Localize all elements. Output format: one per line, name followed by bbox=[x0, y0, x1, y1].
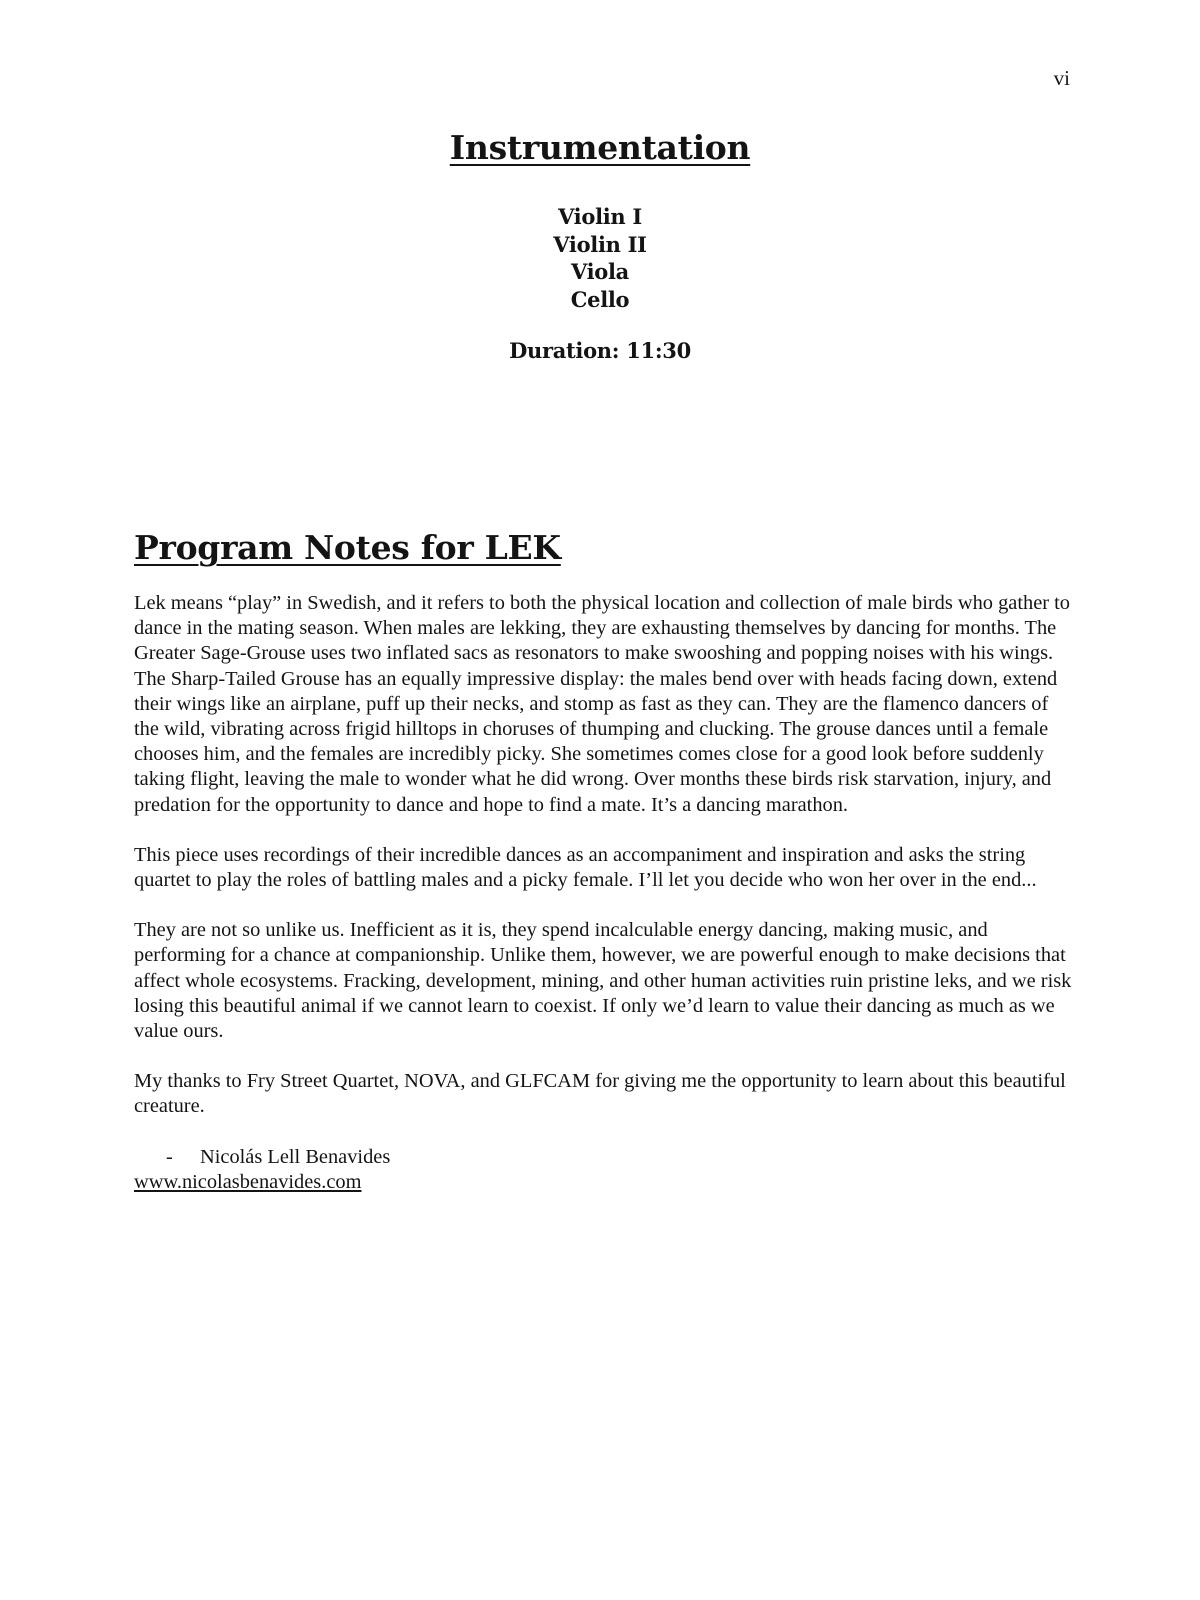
instrument-item: Violin I bbox=[558, 204, 642, 229]
page-number: vi bbox=[1053, 66, 1070, 90]
notes-paragraph: This piece uses recordings of their incredible dances as an accompaniment and inspiration and asks the string quartet to play the roles of battling males and a picky female. I’ll let you decide who won her over in the end... bbox=[134, 843, 1037, 892]
instrumentation-title: Instrumentation bbox=[449, 128, 751, 167]
signature-line bbox=[134, 1145, 1074, 1170]
program-notes-title: Program Notes for LEK bbox=[134, 528, 561, 567]
program-notes-body bbox=[134, 591, 1074, 1195]
instrument-item: Viola bbox=[571, 259, 629, 284]
instrument-list bbox=[0, 203, 1200, 313]
signature-name: Nicolás Lell Benavides bbox=[200, 1145, 391, 1168]
duration-text: Duration: 11:30 bbox=[509, 338, 691, 363]
instrumentation-section bbox=[0, 128, 1200, 363]
instrument-item: Violin II bbox=[553, 231, 647, 257]
notes-paragraph: Lek means “play” in Swedish, and it refers to both the physical location and collection of male birds who gather to dance in the mating season. When males are lekking, they are exhausting themselves by dancing for months. The Greater Sage-Grouse uses two inflated sacs as resonators to make swooshing and popping noises with his wings. The Sharp-Tailed Grouse has an equally impressive display: the males bend over with heads facing down, extend their wings like an airplane, puff up their necks, and stomp as fast as they can. They are the flamenco dancers of the wild, vibrating across frigid hilltops in choruses of thumping and clucking. The grouse dances until a female chooses him, and the females are incredibly picky. She sometimes comes close for a good look before suddenly taking flight, leaving the male to wonder what he did wrong. Over months these birds risk starvation, injury, and predation for the opportunity to dance and hope to find a mate. It’s a dancing marathon. bbox=[134, 592, 1071, 816]
notes-paragraph: My thanks to Fry Street Quartet, NOVA, and GLFCAM for giving me the opportunity to learn about this beautiful creature. bbox=[134, 1070, 1066, 1118]
program-notes-section bbox=[134, 528, 1074, 1195]
signature-dash: - bbox=[166, 1145, 173, 1168]
website-link[interactable]: www.nicolasbenavides.com bbox=[134, 1170, 362, 1193]
instrument-item: Cello bbox=[570, 286, 630, 312]
notes-paragraph: They are not so unlike us. Inefficient as it is, they spend incalculable energy dancing, making music, and performing for a chance at companionship. Unlike them, however, we are powerful enough to make decisions that affect whole ecosystems. Fracking, development, mining, and other human activities ruin pristine leks, and we risk losing this beautiful animal if we cannot learn to coexist. If only we’d learn to value their dancing as much as we value ours. bbox=[134, 919, 1072, 1043]
